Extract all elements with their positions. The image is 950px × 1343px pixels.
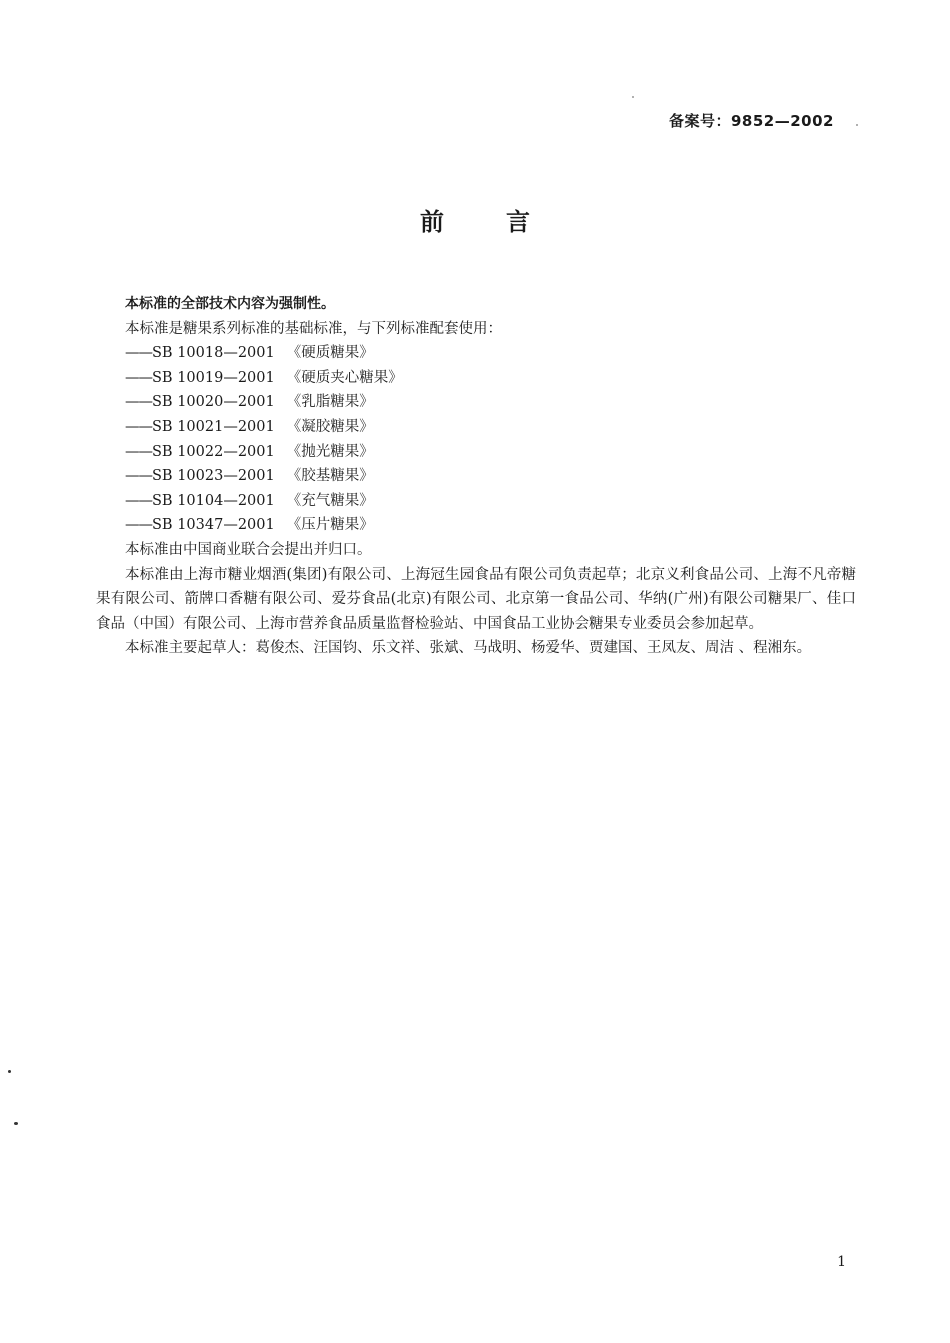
standard-name: 《凝胶糖果》	[286, 418, 374, 435]
foreword-body	[96, 292, 856, 661]
list-dash: ——	[125, 345, 152, 362]
standard-code: SB 10023—2001	[152, 468, 275, 485]
drafting-units-statement: 本标准由上海市糖业烟酒(集团)有限公司、上海冠生园食品有限公司负责起草；北京义利食品公司、上海不凡帝糖果有限公司、箭牌口香糖有限公司、爱芬食品(北京)有限公司、北京第一食品公司、华纳(广州)有限公司糖果厂、佳口食品（中国）有限公司、上海市营养食品质量监督检验站、中国食品工业协会糖果专业委员会参加起草。	[96, 566, 856, 632]
drafters-statement: 本标准主要起草人：葛俊杰、汪国钧、乐文祥、张斌、马战明、杨爱华、贾建国、王凤友、周洁 、程湘东。	[125, 640, 812, 657]
related-standards-list	[96, 341, 856, 538]
standard-name: 《充气糖果》	[286, 492, 374, 509]
standard-code: SB 10020—2001	[152, 394, 275, 411]
list-dash: ——	[125, 418, 152, 435]
scan-speck	[14, 1122, 18, 1125]
standard-name: 《胶基糖果》	[286, 468, 374, 485]
list-item	[96, 415, 856, 440]
standard-code: SB 10104—2001	[152, 492, 275, 509]
list-item	[96, 464, 856, 489]
scan-speck	[8, 1070, 11, 1073]
scan-speck	[632, 96, 634, 98]
standard-code: SB 10022—2001	[152, 443, 275, 460]
standard-code: SB 10347—2001	[152, 517, 275, 534]
list-dash: ——	[125, 517, 152, 534]
list-item	[96, 513, 856, 538]
list-dash: ——	[125, 394, 152, 411]
list-dash: ——	[125, 492, 152, 509]
standard-name: 《压片糖果》	[286, 517, 374, 534]
list-item	[96, 366, 856, 391]
standard-code: SB 10021—2001	[152, 418, 275, 435]
standard-name: 《硬质糖果》	[286, 345, 374, 362]
standard-code: SB 10018—2001	[152, 345, 275, 362]
standard-name: 《抛光糖果》	[286, 443, 374, 460]
list-item	[96, 390, 856, 415]
mandatory-statement: 本标准的全部技术内容为强制性。	[125, 296, 335, 312]
basis-statement: 本标准是糖果系列标准的基础标准，与下列标准配套使用：	[125, 320, 502, 337]
list-item	[96, 440, 856, 465]
list-item	[96, 489, 856, 514]
standard-name: 《乳脂糖果》	[286, 394, 374, 411]
proposed-statement: 本标准由中国商业联合会提出并归口。	[125, 541, 372, 558]
record-number: 备案号：9852—2002	[669, 112, 834, 130]
standard-code: SB 10019—2001	[152, 369, 275, 386]
standard-name: 《硬质夹心糖果》	[286, 369, 403, 386]
list-dash: ——	[125, 369, 152, 386]
scan-speck	[856, 124, 858, 126]
list-dash: ——	[125, 468, 152, 485]
list-item	[96, 341, 856, 366]
page-number: 1	[837, 1254, 846, 1270]
list-dash: ——	[125, 443, 152, 460]
page-title: 前言	[420, 208, 592, 236]
